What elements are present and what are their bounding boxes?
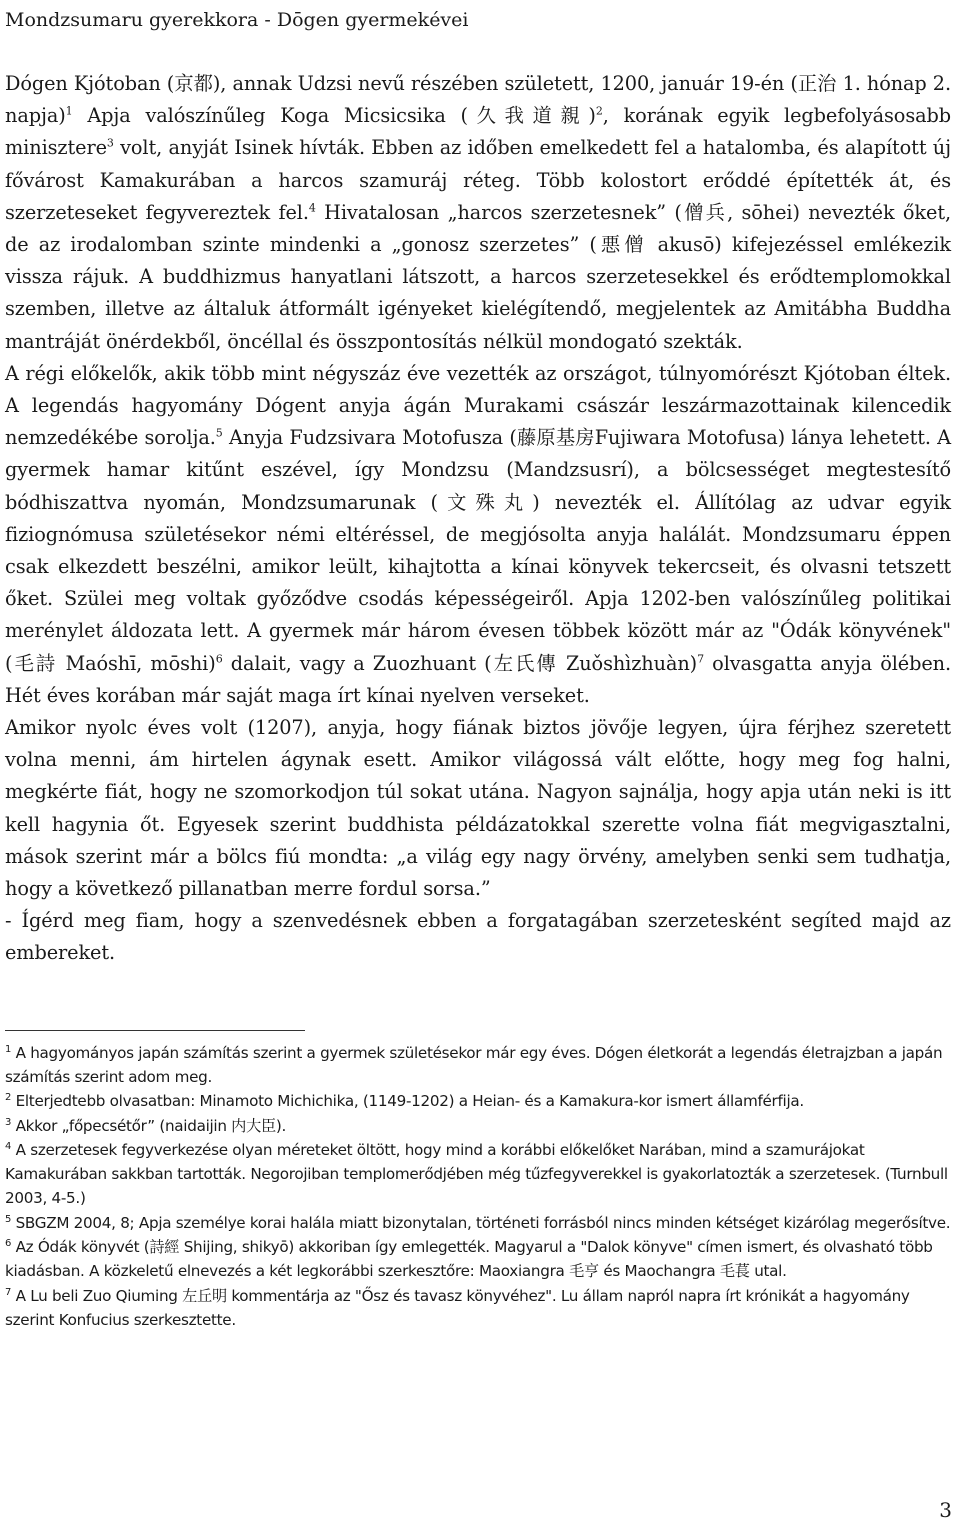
footnote-number: 3 bbox=[5, 1116, 12, 1128]
footnote-reference[interactable]: 7 bbox=[697, 652, 704, 666]
paragraph-text: Anyja Fudzsivara Motofusza (藤原基房Fujiwara Motofusa) lánya lehetett. A gyermek hamar kitűnt eszével, így Mondzsu (Mandzsusrí), a bölcsességet megtestesítő bódhiszattva nyomán, Mondzsumarunak (文殊丸) nevezték el. Állítólag az udvar egyik fiziognómusa születésekor némi eltéréssel, de megjósolta anyja halálát. Mondzsumaru éppen csak elkezdett beszélni, amikor leült, kihajtotta a kínai könyvek tekercseit, és olvasni tetszett őket. Szülei meg voltak győződve csodás képességeiről. Apja 1202-ben valószínűleg politikai merénylet áldozata lett. A gyermek már három évesen többek között már az "Ódák könyvének" (毛詩 Maóshī, mōshi) bbox=[5, 426, 952, 675]
footnote-reference[interactable]: 4 bbox=[308, 201, 316, 215]
footnote-reference[interactable]: 3 bbox=[106, 136, 114, 150]
page-number: 3 bbox=[939, 1498, 952, 1522]
body-text bbox=[5, 68, 951, 970]
footnote-item bbox=[5, 1284, 951, 1333]
footnote-text: A Lu beli Zuo Qiuming 左丘明 kommentárja az "Ősz és tavasz könyvéhez". Lu állam napról napra írt krónikát a hagyomány szerint Konfucius szerkesztette. bbox=[5, 1286, 910, 1329]
footnote-text: A szerzetesek fegyverkezése olyan méreteket öltött, hogy mind a korábbi előkelőket Narában, mind a szamurájokat Kamakurában sakkban tartották. Negorojiban templomerődjében még tűzfegyverekkel is gyakorlatozták a szerzetesek. (Turnbull 2003, 4-5.) bbox=[5, 1140, 948, 1208]
body-paragraph bbox=[5, 68, 951, 358]
footnote-reference[interactable]: 6 bbox=[215, 652, 223, 666]
footnote-item bbox=[5, 1041, 951, 1090]
footnote-reference[interactable]: 5 bbox=[215, 426, 223, 440]
footnote-text: Az Ódák könyvét (詩經 Shijing, shikyō) akkoriban így emlegették. Magyarul a "Dalok könyve" címen ismert, és olvasható több kiadásban. A közkeletű elnevezés a két legkorábbi szerkesztőre: Maoxiangra 毛亨 és Maochangra 毛萇 utal. bbox=[5, 1238, 933, 1281]
paragraph-text: volt, anyját Isinek hívták. Ebben az időben emelkedett fel a hatalomba, és alapított új fővárost Kamakurában a harcos szamuráj réteg. Több kolostort erőddé építették át, és szerzeteseket fegyvereztek fel. bbox=[5, 136, 951, 224]
paragraph-text: Apja valószínűleg Koga Micsicsika (久我道親) bbox=[72, 104, 596, 128]
footnote-item bbox=[5, 1138, 951, 1211]
footnote-reference[interactable]: 1 bbox=[65, 104, 73, 118]
paragraph-text: dalait, vagy a Zuozhuant (左氏傳 Zuǒshìzhuàn) bbox=[222, 651, 698, 675]
footnote-number: 6 bbox=[5, 1238, 12, 1249]
body-paragraph bbox=[5, 358, 951, 712]
footnote-number: 4 bbox=[5, 1140, 12, 1152]
body-paragraph bbox=[5, 905, 951, 969]
footnote-item bbox=[5, 1211, 951, 1235]
footnote-text: SBGZM 2004, 8; Apja személye korai halála miatt bizonytalan, történeti forrásból nincs minden kétséget kizárólag megerősítve. bbox=[11, 1213, 951, 1232]
footnote-item bbox=[5, 1235, 951, 1284]
chapter-title: Mondzsumaru gyerekkora - Dōgen gyermekévei bbox=[5, 9, 469, 31]
paragraph-text: olvasgatta anyja ölében. Hét éves korában már saját maga írt kínai nyelven verseket. bbox=[5, 651, 952, 707]
footnote-number: 1 bbox=[5, 1043, 12, 1055]
document-page bbox=[5, 0, 951, 1332]
paragraph-text: - Ígérd meg fiam, hogy a szenvedésnek ebben a forgatagában szerzetesként segíted majd az embereket. bbox=[5, 909, 951, 965]
paragraph-text: , korának egyik legbefolyásosabb minisztere bbox=[5, 104, 951, 160]
footnote-text: Akkor „főpecsétőr” (naidaijin 内大臣). bbox=[11, 1116, 286, 1135]
footnote-reference[interactable]: 2 bbox=[595, 104, 603, 118]
paragraph-text: A régi előkelők, akik több mint négyszáz éve vezették az országot, túlnyomórészt Kjótoban éltek. A legendás hagyomány Dógent anyja ágán Murakami császár leszármazottainak kilencedik nemzedékébe sorolja. bbox=[5, 361, 951, 450]
footnote-number: 7 bbox=[5, 1286, 12, 1298]
footnote-text: Elterjedtebb olvasatban: Minamoto Michichika, (1149-1202) a Heian- és a Kamakura-kor ismert államférfija. bbox=[11, 1092, 804, 1111]
footnote-item bbox=[5, 1089, 951, 1113]
paragraph-text: Amikor nyolc éves volt (1207), anyja, hogy fiának biztos jövője legyen, újra férjhez szeretett volna menni, ám hirtelen ágynak esett. Amikor világossá vált előtte, hogy meg fog halni, megkérte fiát, hogy ne szomorkodjon túl sokat utána. Nagyon sajnálja, hogy apja után neki is itt kell hagynia őt. Egyesek szerint buddhista példázatokkal szerette volna fiát megvigasztalni, mások szerint már a bölcs fiú mondta: „a világ egy nagy örvény, amelyben senki sem tudhatja, hogy a következő pillanatban merre fordul sorsa.” bbox=[5, 716, 951, 901]
paragraph-text: Hivatalosan „harcos szerzetesnek” (僧兵, sōhei) nevezték őket, de az irodalomban szinte mindenki a „gonosz szerzetes” (悪僧 akusō) kifejezéssel emlékezik vissza rájuk. A buddhizmus hanyatlani látszott, a harcos szerzetesekkel és erődtemplomokkal szemben, illetve az általuk átformált igényeket kielégítendő, megjelentek az Amitábha Buddha mantráját önérdekből, öncéllal és összpontosítás nélkül mondogató szekták. bbox=[5, 200, 951, 353]
footnote-item bbox=[5, 1114, 951, 1138]
footnote-number: 5 bbox=[5, 1213, 12, 1225]
footnote-text: A hagyományos japán számítás szerint a gyermek születésekor már egy éves. Dógen életkorát a legendás életrajzban a japán számítás szerint adom meg. bbox=[5, 1043, 943, 1086]
footnote-number: 2 bbox=[5, 1092, 12, 1104]
paragraph-text: Dógen Kjótoban (京都), annak Udzsi nevű részében született, 1200, január 19-én (正治 1. hónap 2. napja) bbox=[5, 72, 951, 128]
footnote-separator bbox=[5, 1030, 305, 1031]
body-paragraph bbox=[5, 712, 951, 905]
footnotes bbox=[5, 1041, 951, 1333]
